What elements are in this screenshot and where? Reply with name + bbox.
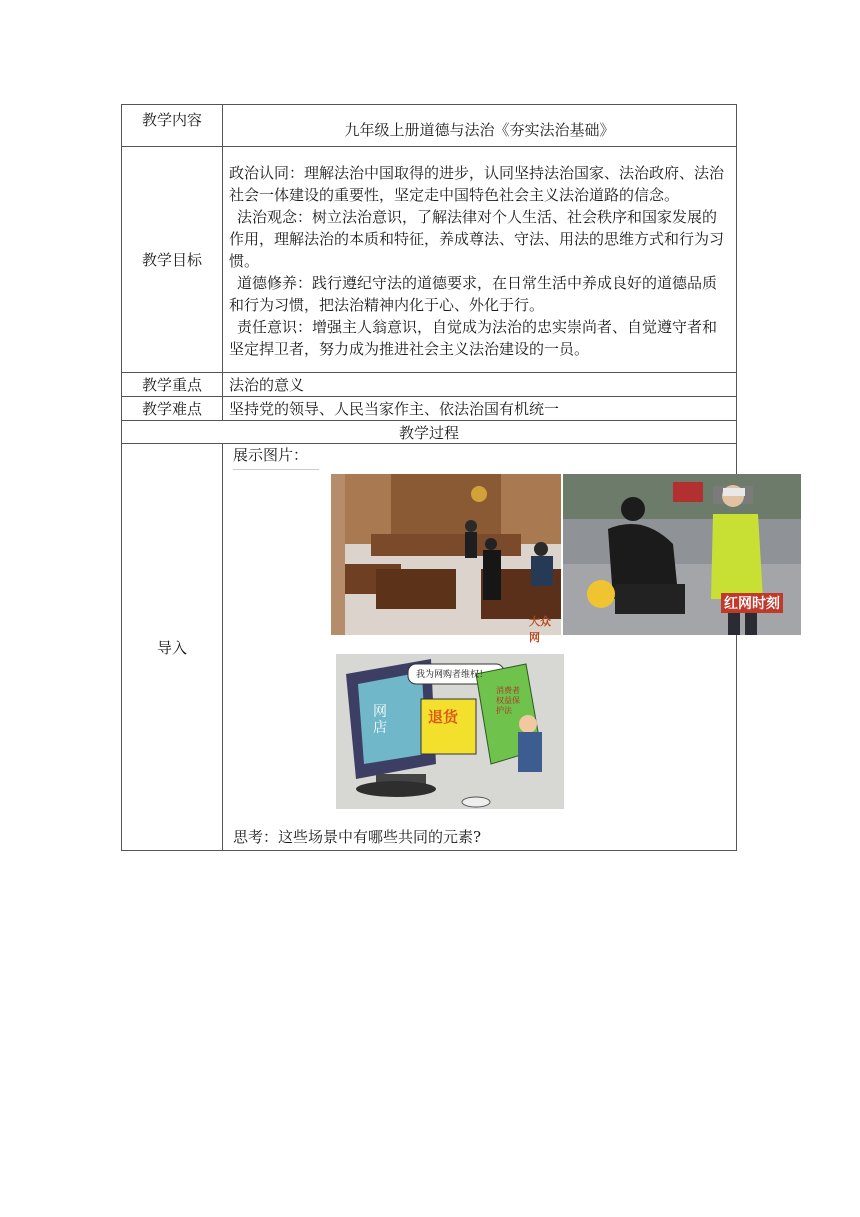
consumer-rights-cartoon [336,654,564,809]
label-objectives: 教学目标 [122,147,223,373]
lesson-plan-table [121,104,780,851]
cartoon-screen-text: 网店 [373,704,387,736]
cartoon-book-text: 消费者权益保护法 [496,686,520,715]
cartoon-speech: 我为网购者维权！ [416,670,489,680]
label-key-point: 教学重点 [122,373,223,397]
show-images-text: 展示图片： [233,446,309,464]
content-value: 九年级上册道德与法治《夯实法治基础》 [223,105,737,147]
key-point-value: 法治的意义 [223,373,737,397]
objective-moral: 道德修养：践行遵纪守法的道德要求，在日常生活中养成良好的道德品质和行为习惯，把法治精神内化于心、外化于行。 [229,273,718,314]
row-content [122,105,737,147]
watermark-right: 红网时刻 [721,593,783,613]
courtroom-photo [331,474,561,644]
row-key-point [122,373,737,397]
row-process-header [122,421,737,444]
row-difficulty [122,397,737,421]
row-objectives [122,147,737,373]
intro-content [223,444,780,851]
label-difficulty: 教学难点 [122,397,223,421]
objective-law: 法治观念：树立法治意识，了解法律对个人生活、社会秩序和国家发展的作用，理解法治的本质和特征，养成尊法、守法、用法的思维方式和行为习惯。 [229,207,725,270]
question-text: 思考：这些场景中有哪些共同的元素? [233,828,482,846]
caption-underline [233,469,319,470]
cartoon-box-text: 退货 [428,708,459,726]
process-header: 教学过程 [122,421,737,444]
watermark-left: 大众网 [529,615,551,644]
objective-political: 政治认同：理解法治中国取得的进步，认同坚持法治国家、法治政府、法治社会一体建设的重要性，坚定走中国特色社会主义法治道路的信念。 [229,163,725,204]
row-intro [122,444,737,851]
objective-responsibility: 责任意识：增强主人翁意识，自觉成为法治的忠实崇尚者、自觉遵守者和坚定捍卫者，努力成为推进社会主义法治建设的一员。 [229,317,718,358]
label-content: 教学内容 [122,105,223,147]
difficulty-value: 坚持党的领导、人民当家作主、依法治国有机统一 [223,397,737,421]
label-intro: 导入 [122,444,223,851]
traffic-police-photo [563,474,801,635]
objectives-list [223,147,737,373]
